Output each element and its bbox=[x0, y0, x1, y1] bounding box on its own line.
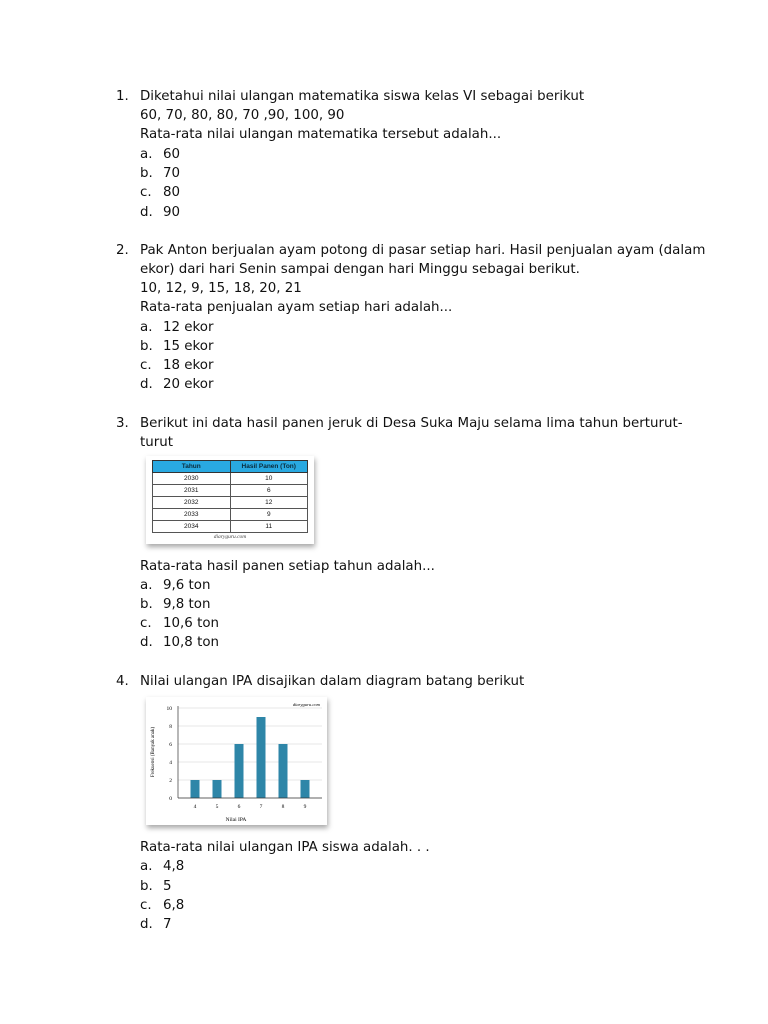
option-text: 5 bbox=[163, 879, 172, 894]
question-text: Pak Anton berjualan ayam potong di pasar setiap hari. Hasil penjualan ayam (dalam bbox=[140, 243, 706, 258]
x-axis-label: Nilai IPA bbox=[225, 817, 247, 823]
option-text: 18 ekor bbox=[163, 358, 214, 373]
question-text: turut bbox=[140, 435, 173, 450]
option-text: 90 bbox=[163, 205, 181, 220]
y-tick-label: 8 bbox=[169, 724, 172, 730]
bar-6 bbox=[235, 744, 244, 798]
y-tick-label: 6 bbox=[169, 742, 172, 748]
x-tick-label: 8 bbox=[281, 804, 285, 810]
option-letter: d. bbox=[140, 205, 153, 220]
question-text: Nilai ulangan IPA disajikan dalam diagram batang berikut bbox=[140, 674, 525, 689]
table-cell: 11 bbox=[230, 521, 308, 533]
table-row bbox=[153, 509, 308, 521]
option-text: 12 ekor bbox=[163, 320, 214, 335]
option-letter: d. bbox=[140, 635, 153, 650]
chart-credit: diaryguru.com bbox=[292, 702, 320, 707]
option-text: 7 bbox=[163, 917, 172, 932]
option-letter: d. bbox=[140, 917, 153, 932]
table-header: Hasil Panen (Ton) bbox=[230, 461, 308, 473]
option-letter: a. bbox=[140, 147, 153, 162]
y-tick-label: 10 bbox=[166, 706, 172, 712]
bar-9 bbox=[301, 780, 310, 798]
option-letter: d. bbox=[140, 377, 153, 392]
option-letter: a. bbox=[140, 859, 153, 874]
table-row bbox=[153, 497, 308, 509]
x-tick-label: 4 bbox=[193, 804, 197, 810]
question-text: Berikut ini data hasil panen jeruk di Desa Suka Maju selama lima tahun berturut- bbox=[140, 416, 683, 431]
question-number: 3. bbox=[116, 416, 129, 431]
table-row bbox=[153, 473, 308, 485]
table-cell: 6 bbox=[230, 485, 308, 497]
option-letter: c. bbox=[140, 185, 152, 200]
x-tick-label: 7 bbox=[259, 804, 263, 810]
option-text: 60 bbox=[163, 147, 181, 162]
x-tick-label: 5 bbox=[215, 804, 219, 810]
question-text: Diketahui nilai ulangan matematika siswa kelas VI sebagai berikut bbox=[140, 89, 585, 104]
x-tick-label: 6 bbox=[237, 804, 241, 810]
harvest-table bbox=[152, 460, 308, 533]
option-letter: b. bbox=[140, 339, 153, 354]
option-text: 9,8 ton bbox=[163, 597, 211, 612]
option-letter: a. bbox=[140, 320, 153, 335]
option-text: 10,6 ton bbox=[163, 616, 220, 631]
option-text: 80 bbox=[163, 185, 181, 200]
option-text: 20 ekor bbox=[163, 377, 214, 392]
option-text: 10,8 ton bbox=[163, 635, 220, 650]
question-text: Rata-rata nilai ulangan IPA siswa adalah. . . bbox=[140, 840, 430, 855]
question-text: Rata-rata penjualan ayam setiap hari adalah... bbox=[140, 300, 453, 315]
table-cell: 2030 bbox=[153, 473, 231, 485]
table-row bbox=[153, 485, 308, 497]
question-number: 1. bbox=[116, 89, 129, 104]
table-cell: 10 bbox=[230, 473, 308, 485]
option-letter: b. bbox=[140, 597, 153, 612]
bar-5 bbox=[213, 780, 222, 798]
bar-8 bbox=[279, 744, 288, 798]
question-text: ekor) dari hari Senin sampai dengan hari Minggu sebagai berikut. bbox=[140, 262, 580, 277]
option-text: 4,8 bbox=[163, 859, 185, 874]
y-tick-label: 0 bbox=[169, 796, 172, 802]
option-letter: c. bbox=[140, 898, 152, 913]
harvest-table-image bbox=[146, 456, 314, 544]
question-text: 10, 12, 9, 15, 18, 20, 21 bbox=[140, 281, 302, 296]
table-cell: 2034 bbox=[153, 521, 231, 533]
x-tick-label: 9 bbox=[303, 804, 307, 810]
table-cell: 9 bbox=[230, 509, 308, 521]
y-axis-label: Frekuensi (Banyak anak) bbox=[151, 726, 156, 778]
table-cell: 2032 bbox=[153, 497, 231, 509]
y-tick-label: 4 bbox=[169, 760, 172, 766]
image-credit: diaryguru.com bbox=[213, 534, 247, 540]
question-number: 2. bbox=[116, 243, 129, 258]
option-text: 70 bbox=[163, 166, 181, 181]
bar-7 bbox=[257, 717, 266, 798]
table-row bbox=[153, 521, 308, 533]
y-tick-label: 2 bbox=[169, 778, 172, 784]
option-letter: a. bbox=[140, 578, 153, 593]
option-text: 9,6 ton bbox=[163, 578, 211, 593]
question-text: 60, 70, 80, 80, 70 ,90, 100, 90 bbox=[140, 108, 345, 123]
table-cell: 12 bbox=[230, 497, 308, 509]
bar-chart bbox=[146, 697, 327, 825]
question-number: 4. bbox=[116, 674, 129, 689]
ipa-bar-chart-image bbox=[146, 697, 327, 825]
table-cell: 2031 bbox=[153, 485, 231, 497]
option-text: 15 ekor bbox=[163, 339, 214, 354]
option-letter: c. bbox=[140, 358, 152, 373]
table-header: Tahun bbox=[153, 461, 231, 473]
option-letter: c. bbox=[140, 616, 152, 631]
option-letter: b. bbox=[140, 879, 153, 894]
question-text: Rata-rata nilai ulangan matematika tersebut adalah... bbox=[140, 127, 502, 142]
bar-4 bbox=[191, 780, 200, 798]
option-text: 6,8 bbox=[163, 898, 185, 913]
table-cell: 2033 bbox=[153, 509, 231, 521]
option-letter: b. bbox=[140, 166, 153, 181]
question-text: Rata-rata hasil panen setiap tahun adalah... bbox=[140, 559, 435, 574]
